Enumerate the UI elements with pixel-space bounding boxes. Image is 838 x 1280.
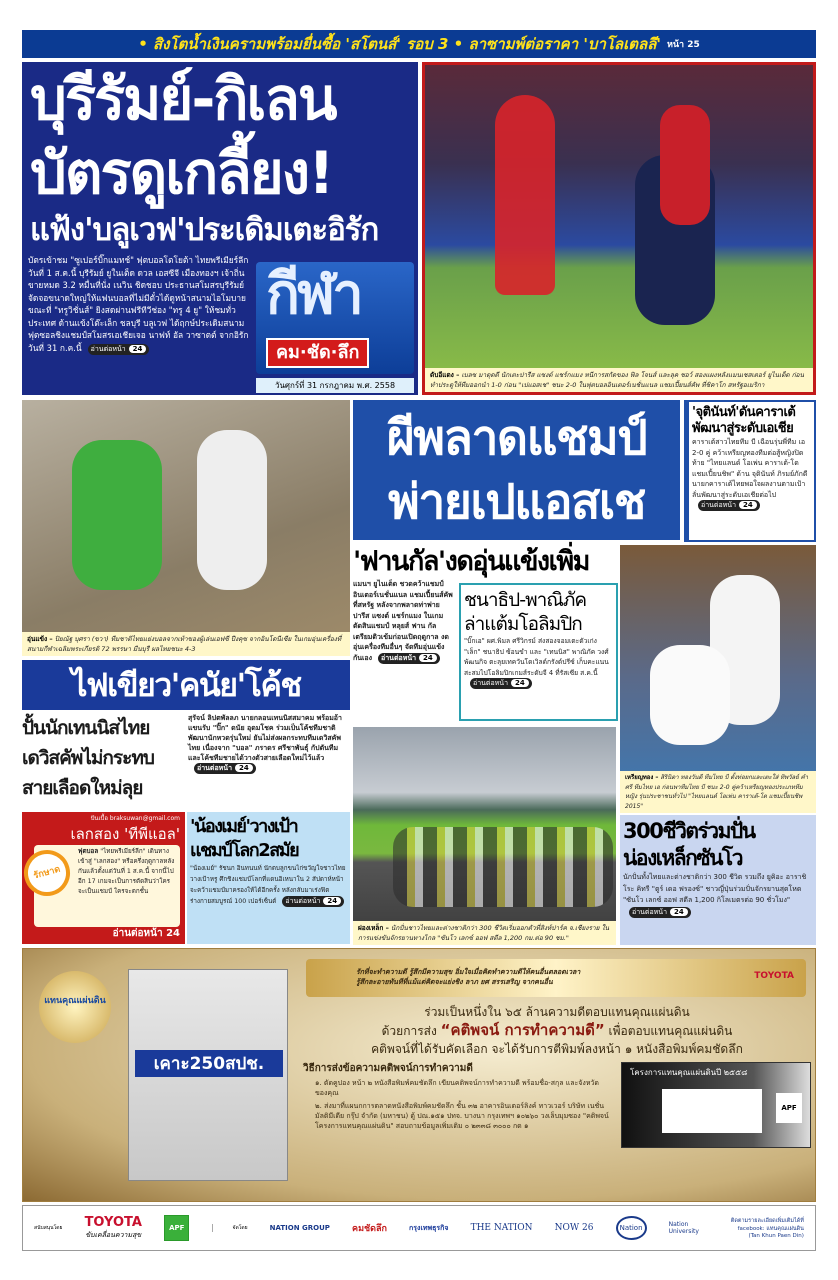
olympic-body [464,636,613,689]
may-body-text: "น้องเมย์" รัชนก อินทนนท์ นักตบลูกขนไก่ขวัญใจชาวไทย วางเป้าหรู ศึกชิงแชมป์โลกที่แดนอิเหนาใน 2 สัปดาห์หน้า จะคว้าแชมป์มาครองให้ได้อีกครั้ง หลังกลับมาเร่งฟิตร่างกายสมบูรณ์ 100 เปอร์เซ็นต์ [190,865,346,905]
caption-text: เบลซ มาตุดดี นักเตะปารีส แซงต์ แชร์กแมง หนีการสกัดของ ฟิล โจนส์ และลุค ชอว์ สองแผงหลังแมนเชสเตอร์ ยูไนเต็ด ก่อนทำประตูให้ทีมออกนำ 1-0 ก่อน "เปแอสเช" ชนะ 2-0 ในฟุตบอลอินเตอร์เนชั่นแนล แชมเปี้ยนส์คัพ ที่ชิคาโก สหรัฐอเมริกา [430,371,804,389]
ad-strip [306,959,806,997]
nation-group-logo: NATION GROUP [269,1224,330,1232]
toyota-wordmark: TOYOTA [84,1215,142,1230]
tennis-headline [22,713,184,810]
column-lead: ฟุตบอล [78,848,99,855]
read-more-link[interactable]: อ่านต่อหน้า 24 [282,896,344,907]
toyota-tagline: ขับเคลื่อนความสุข [85,1231,142,1239]
story-olympic [459,583,618,721]
cycling-headline-1: 300ชีวิตร่วมปั่น [623,819,755,843]
read-more-page: 24 [670,908,688,916]
story-vangaal [353,545,618,725]
ad-line-2-post: เพื่อตอบแทนคุณแผ่นดิน [608,1024,733,1038]
banner-text: • สิงโตน้ำเงินครามพร้อมยื่นซื้อ 'สโตนส์' รอบ 3 • ลาซามพ์ต่อราคา 'บาโลเตลลี' [138,35,661,53]
ad-line-1: ร่วมเป็นหนึ่งใน ๖๕ ล้านความดีตอบแทนคุณแผ่นดิน [424,1005,690,1019]
step-1: ๑. ตัดคูปอง หน้า ๒ หนังสือพิมพ์คมชัดลึก เขียนคติพจน์การทำความดี พร้อมชื่อ-สกุล และจังหวัดของคุณ [315,1079,599,1097]
lead-headline-2: บัตรดูเกลี้ยง! [30,139,333,207]
lead-body-text: บัตรเข้าชม "ซูเปอร์บิ๊กแมทช์" ฟุตบอลโตโยต้า ไทยพรีเมียร์ลีก วันที่ 1 ส.ค.นี้ บุรีรัมย์ ยูในเต็ด ดวล เอสซีจี เมืองทองฯ เจ้าถิ่นขายหมด 3.2 หมื่นที่นั่ง เนวิน ชิดชอบ ประธานสโมสรบุรีรัมย์ จัดจอขนาดใหญ่ให้แฟนบอลที่ไม่มีตั๋วได้ดูหน้าสนามไอโมบาย ขณะที่ "ทรูวิชั่นส์" ยิงสดผ่านฟรีทีวีช่อง "ทรู 4 ยู" ให้ชมทั่วประเทศ ด้านแข้งโต๊ะเล็ก ชลบุรี บลูเวฟ ได้ฤกษ์ประเดิมสนามฟุตซอลชิงแชมป์สโมสรเอเชียเจอ นาฟท์ อัล วาซาตต์ จากอิรัก วันที่ 31 ก.ค.นี้ [28,255,249,353]
ad-main-copy [303,1003,811,1058]
photo-karate [620,545,816,813]
column-read-more[interactable]: อ่านต่อหน้า 24 [112,928,180,939]
vangaal-body-text: แมนฯ ยูไนเต็ด ชวดคว้าแชมป์อินเตอร์เนชั่นแนล แชมเปี้ยนส์คัพ ที่สหรัฐ หลังจากพลาดท่าพ่าย ปารีส แซงต์ แชร์กแมง ในเกมตัดสินแชมป์ หลุยส์ ฟาน กัล เตรียมติวเข้มก่อนเปิดฤดูกาล งดอุ่นเครื่องทีมอื่นๆ จัดทีมอุ่นแข้งกันเอง [353,580,453,662]
coupon-form [662,1089,762,1133]
page-number: หน้า 25 [666,40,700,50]
step-2: ๒. ส่งมาที่แผนกการตลาดหนังสือพิมพ์คมชัดลึก ชั้น ๓๒ อาคารอินเตอร์ลิงค์ ทาวเวอร์ บริษัท เนชั่น มัลติมีเดีย กรุ๊ป จำกัด (มหาชน) ตู้ ปณ.๑๕๑ ปทจ. บางนา กรุงเทพฯ ๑๐๒๖๐ วงเล็บมุมซอง "คติพจน์โครงการแทนคุณแผ่นดิน" สอบถามข้อมูลเพิ่มเติม ๐ ๒๓๓๘ ๓๐๐๐ กด ๑ [315,1102,609,1130]
olympic-body-text: "บิ๊กเอ" ผศ.พิมล ศรีวิกรม์ ส่งสองจอมเตะตัวเก่ง "เล็ก" ชนาธิป ซ้อนขำ และ "เทนนิส" พาณิภัค วงศ์พัฒนกิจ ตะลุยเทควันโดเวิลด์กรังด์ปรีซ์ เก็บคะแนนสะสมไปโอลิมปิกเกมส์ระดับจี 4 ที่รัสเซีย ส.ค.นี้ [464,637,609,677]
ad-instructions [303,1062,611,1131]
photo-cycling-caption [353,921,616,945]
tennis-body-text: สุรัจน์ ลิปตพัลลภ นายกลอนเทนนิสสมาคม พร้อมอ้าแขนรับ "ปิ๊ก" ดนัย อุดมโชค ร่วมเป็นโค้ชทีมชาติพัฒนานักหวดรุ่นใหม่ ยันไม่ส่งผลกระทบทีมเดวิสคัพไทย เนื่องจาก "บอล" ภราดร ศรีชาพันธุ์ กัปตันทีมและโค้ชทีมชายได้วางตัวสายเลือดใหม่ไว้แล้ว [188,714,342,762]
issue-date: วันศุกร์ที่ 31 กรกฎาคม พ.ศ. 2558 [256,378,414,393]
ad-body [303,1003,811,1199]
fighter-2 [650,645,730,745]
cycling-headline-2: น่องเหล็กซันโว [623,846,743,870]
vangaal-body [353,579,453,664]
player-green [72,440,162,590]
caption-text: ปิยณัฐ บุศรา (ขวา) ทีมชาติไทยแย่งบอลจากเท้าของผู้เล่นเอฟซี ปีงคุซ จากอินโดนีเซีย ในเกมอุ่นเครื่องที่สนามกีฬาเฉลิมพระเกียรติ 72 พรรษา มีนบุรี ผลไทยชนะ 4-3 [27,635,342,653]
tennis-headline-2: เดวิสคัพไม่กระทบ [22,747,154,769]
nation-tv-logo: Nation [616,1216,647,1240]
read-more-link[interactable]: อ่านต่อหน้า 24 [378,653,440,664]
read-more-link[interactable] [88,344,150,355]
logo-text: กีฬา [266,262,361,327]
may-body [190,863,347,907]
masthead-logo [256,262,414,374]
story-tennis [22,713,350,810]
paper-headline: เคาะ250สปช. [135,1050,283,1077]
ad-coupon [621,1062,811,1148]
story-cycling [620,815,816,945]
karate-body-text: คาราเต้สาวไทยทีม บี เฉือนรุ่นพี่ทีม เอ 2-0 คู่ คว้าเหรียญทองทีมต่อสู้หญิงปิดท้าย "ไทยแลนด์ โอเพ่น คาราเต้-โด แชมเปี้ยนชิพ" ด้าน จุตินันท์ ภิรมย์ภักดี นายกคาราเต้ไทยพอใจผลงานตามเป้า ลั่นพัฒนาสู่ระดับเอเชียต่อไป [692,438,808,499]
may-headline-1: 'น้องเมย์'วางเป้า [190,816,298,837]
top-banner [22,30,816,58]
column-byline: ปันเบื้อ braksuwan@gmail.com [90,815,180,822]
cyclists [393,827,613,907]
facebook-link[interactable]: facebook: แทนคุณแผ่นดิน [737,1226,804,1232]
column-stamp: รักษาด [19,845,75,901]
read-more-link[interactable]: อ่านต่อหน้า 24 [470,678,532,689]
tennis-headline-1: ปั้นนักเทนนิสไทย [22,717,150,739]
tennis-body [188,713,350,810]
strip-line-1: รักที่จะทำความดี รู้สึกมีความสุข อิ่มใจเมื่อคิดทำความดีให้คนอื่นตลอดเวลา [356,968,581,976]
lead-headline-1: บุรีรัมย์-กิเลน [30,65,336,133]
apf-logo: APF [776,1093,802,1123]
read-more-link[interactable]: อ่านต่อหน้า 24 [194,763,256,774]
caption-text: นักปั่นชาวไทยและต่างชาติกว่า 300 ชีวิตเริ่มออกตัวที่สิงห์ปาร์ค จ.เชียงราย ในการแข่งขันจักรยานทางไกล "ซันโว เลกซ์ ออฟ สตีล 1,200 กม.ต่อ 90 ชม." [358,924,610,942]
olympic-headline-2: ล่าแต้มโอลิมปิก [464,613,582,635]
player-red-1 [495,95,555,295]
cycling-body-text: นักปั่นทั้งไทยและต่างชาติกว่า 300 ชีวิต รวมถึง ยูคิอะ อาราชิโระ คิทรี "ตูร์ เดอ ฟรองซ์" ชาวญี่ปุ่นร่วมปั่นจักรยานสุดโหด "ซันโว เลกซ์ ออฟ สตีล 1,200 กิโลเมตรต่อ 90 ชั่วโมง" [623,873,807,904]
karate-body [692,437,811,511]
photo-cycling [353,727,616,945]
strip-line-2: รู้สึกละอายทันทีที่แม้แต่คิดจะแย่งชิง ลาภ ยศ สรรเสริญ จากคนอื่น [356,978,553,986]
ad-line-2-em: “คติพจน์ การทำความดี” [440,1021,605,1039]
advertisement [22,948,816,1202]
photo-futsal-caption [22,632,350,656]
read-more-page: 24 [739,501,757,509]
caption-title: ดับอีแดง – [430,371,460,379]
headline-line-2: พ่ายเปแอสเช [388,474,645,530]
lead-story [22,62,418,395]
toyota-logo: TOYOTA [754,971,794,981]
caption-title: อุ่นแข้ง – [27,635,53,643]
the-nation-logo: THE NATION [470,1223,533,1233]
story-karate [684,400,816,542]
photo-futsal [22,400,350,656]
how-title: วิธีการส่งข้อความคติพจน์การทำความดี [303,1063,473,1074]
contact-info [731,1217,804,1239]
headline-line-1: ผีพลาดแชมป์ [386,410,647,466]
read-more-page: 24 [323,897,341,905]
contact-label: ติดตามรายละเอียดเพิ่มเติมได้ที่ [730,1218,804,1224]
caption-title: ผ่องเหล็ก – [358,924,389,932]
apf-logo: APF [164,1215,189,1241]
lead-subhead: แฟ้ง'บลูเวฟ'ประเดิมเตะอิรัก [30,212,379,248]
caption-text: สิรินิดา ทองวันดี ทีมไทย บี ตั้งท่อยกและเตะใส่ ทิพวัลย์ คำศรี ทีมไทย เอ ก่อนพาทีมไทย บี ชนะ 2-0 คู่คว้าเหรียญทองประเภททีมหญิง รุ่นประชาชนทั่วไป "ไทยแลนด์ โอเพ่น คาราเต้-โด แชมเปี้ยนชิพ 2015" [625,774,809,810]
read-more-page: 24 [419,654,437,662]
caption-title: เหรียญทอง – [625,774,659,781]
now26-logo: NOW 26 [554,1223,594,1233]
vangaal-headline: 'ฟานกัล'งดอุ่นแข้งเพิ่ม [353,546,589,577]
toyota-sponsor [85,1215,142,1241]
ad-lower-row [303,1062,811,1148]
ad-line-2 [303,1021,811,1040]
support-label: สนับสนุนโดย [34,1225,63,1231]
organizer-label: จัดโดย [212,1224,248,1232]
karate-headline: 'จุตินันท์'ดันคาราเต้พัฒนาสู่ระดับเอเชีย [692,405,796,436]
ad-line-2-pre: ด้วยการส่ง [381,1024,437,1038]
read-more-page: 24 [129,345,147,353]
ad-newspaper [128,969,288,1181]
photo-main [422,62,816,395]
komchadluek-logo: คมชัดลึก [352,1224,387,1234]
nation-university-logo: Nation University [668,1221,699,1235]
read-more-link[interactable]: อ่านต่อหน้า 24 [698,500,760,511]
photo-main-caption [425,368,813,392]
cycling-body [623,872,813,918]
ad-badge: แทนคุณแผ่นดิน [39,971,111,1043]
read-more-link[interactable]: อ่านต่อหน้า 24 [629,907,691,918]
lead-body [28,254,250,355]
coupon-title: โครงการแทนคุณแผ่นดินปี ๒๕๕๘ [630,1068,748,1077]
player-white [197,430,267,590]
column-body-text: "ไทยพรีเมียร์ลีก" เดินทางเข้าสู่ "เลกสอง" หรือครึ่งฤดูกาลหลังกันแล้วตั้งแต่วันที่ 1 ส.ค.นี้ จากนี้ไปอีก 17 เกมจะเป็นการตัดสินว่าใครจะเป็นแชมป์ ใครจะตกชั้น [78,848,175,895]
column-box [22,812,185,944]
logo-sub: คม·ชัด·ลึก [266,338,369,368]
read-more-label: อ่านต่อหน้า [90,344,126,353]
olympic-headline-1: ชนาธิป-พาณิภัค [464,589,587,611]
column-title: เลกสอง 'ทีพีแอล' [70,825,180,843]
story-coach-headline: ไฟเขียว'คนัย'โค้ช [22,660,350,710]
krungthep-logo: กรุงเทพธุรกิจ [409,1223,449,1232]
photo-karate-caption [620,771,816,813]
ad-line-3: คติพจน์ที่ได้รับคัดเลือก จะได้รับการตีพิมพ์ลงหน้า ๑ หนังสือพิมพ์คมชัดลึก [371,1042,743,1056]
may-headline-2: แชมป์โลก2สมัย [190,840,299,861]
facebook-en: (Tan Khun Paen Din) [748,1233,804,1239]
story-may [187,812,350,944]
tennis-headline-3: สายเลือดใหม่ลุย [22,777,143,799]
read-more-page: 24 [235,764,253,772]
read-more-page: 24 [511,679,529,687]
sponsor-footer [22,1205,816,1251]
story-psg-headline [353,400,680,540]
player-red-2 [660,105,710,225]
